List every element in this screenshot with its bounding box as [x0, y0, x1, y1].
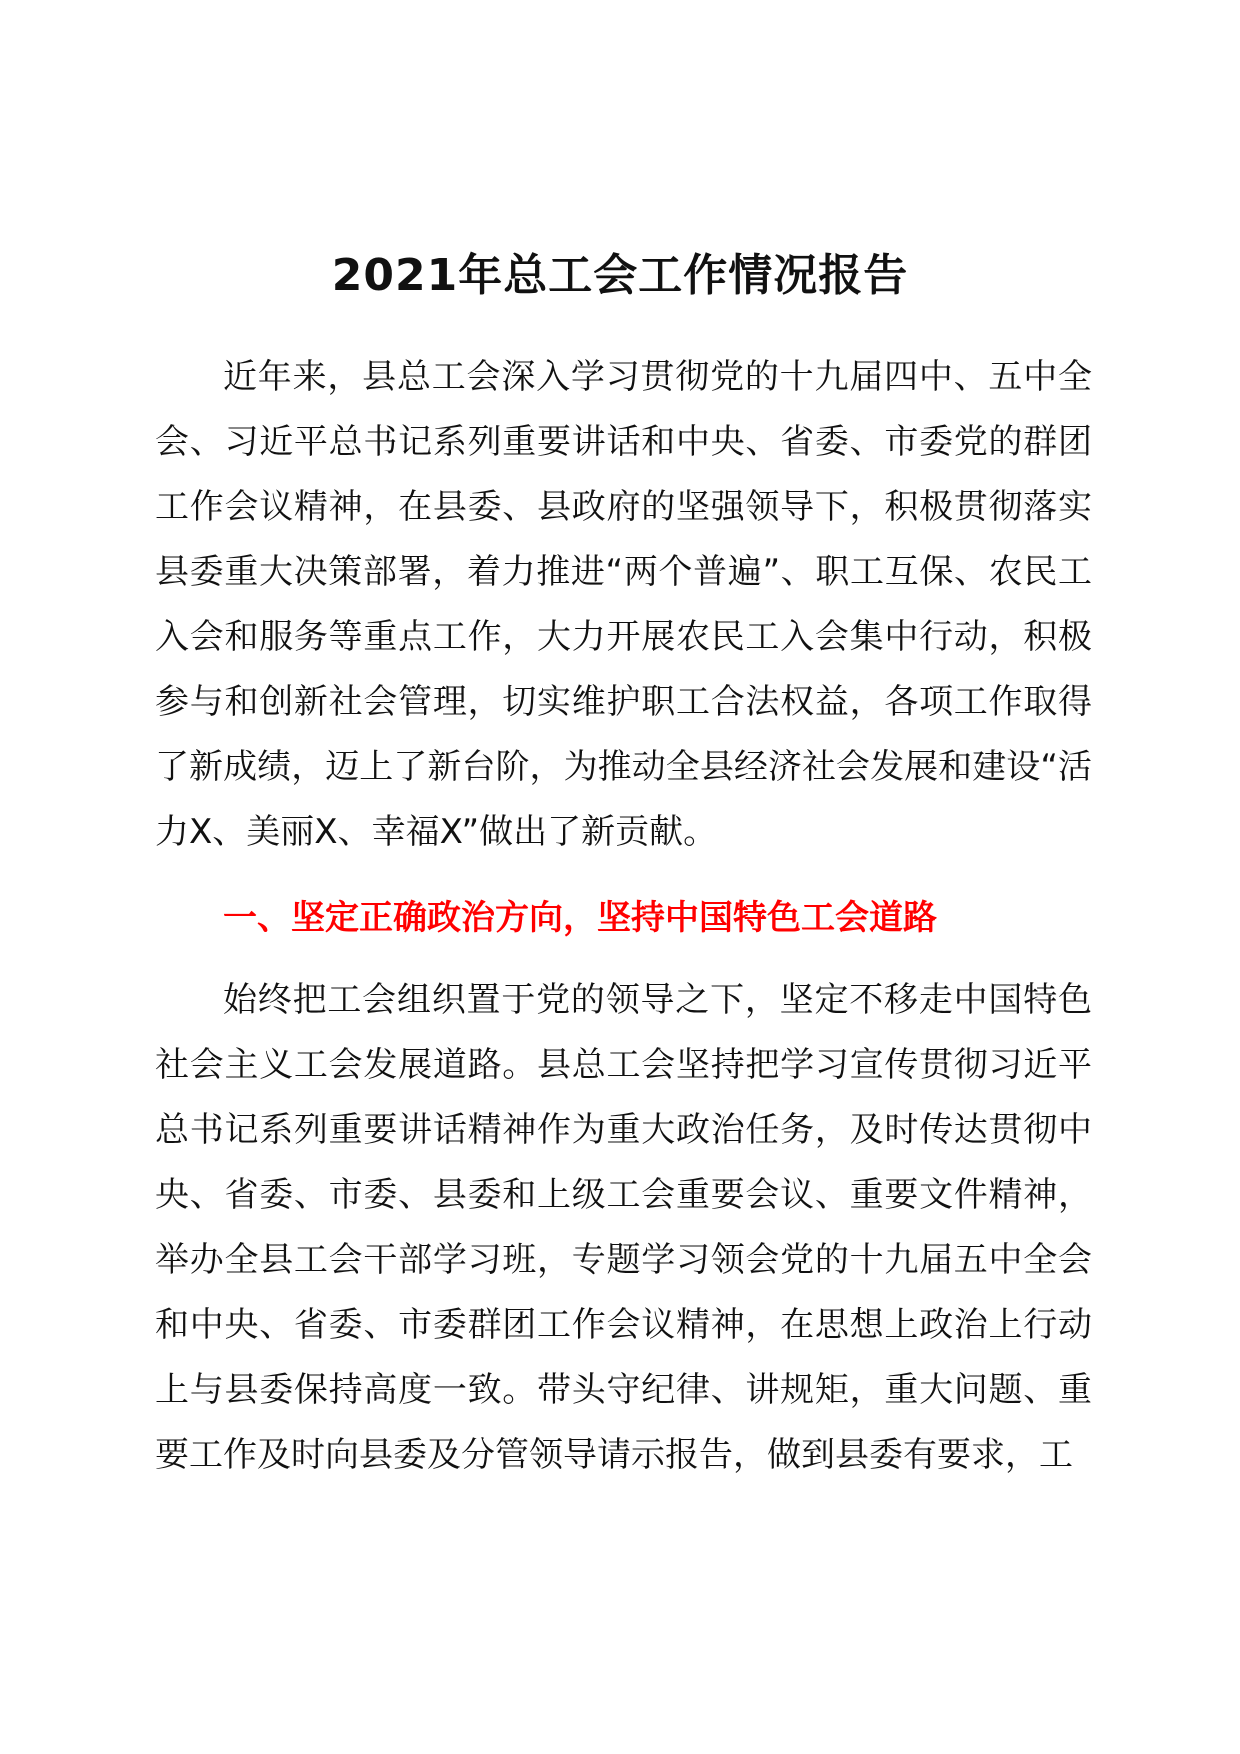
section-heading-1: 一、坚定正确政治方向，坚持中国特色工会道路 — [223, 898, 937, 938]
document-title: 2021年总工会工作情况报告 — [331, 250, 909, 301]
body-paragraph-1: 近年来，县总工会深入学习贯彻党的十九届四中、五中全会、习近平总书记系列重要讲话和中央、省委、市委党的群团工作会议精神，在县委、县政府的坚强领导下，积极贯彻落实县委重大决策部署，着力推进“两个普遍”、职工互保、农民工入会和服务等重点工作，大力开展农民工入会集中行动，积极参与和创新社会管理，切实维护职工合法权益，各项工作取得了新成绩，迈上了新台阶，为推动全县经济社会发展和建设“活力X、美丽X、幸福X”做出了新贡献。 — [155, 357, 1092, 852]
body-paragraph-2: 始终把工会组织置于党的领导之下，坚定不移走中国特色社会主义工会发展道路。县总工会坚持把学习宣传贯彻习近平总书记系列重要讲话精神作为重大政治任务，及时传达贯彻中央、省委、市委、县委和上级工会重要会议、重要文件精神，举办全县工会干部学习班，专题学习领会党的十九届五中全会和中央、省委、市委群团工作会议精神，在思想上政治上行动上与县委保持高度一致。带头守纪律、讲规矩，重大问题、重要工作及时向县委及分管领导请示报告，做到县委有要求，工 — [155, 980, 1092, 1475]
